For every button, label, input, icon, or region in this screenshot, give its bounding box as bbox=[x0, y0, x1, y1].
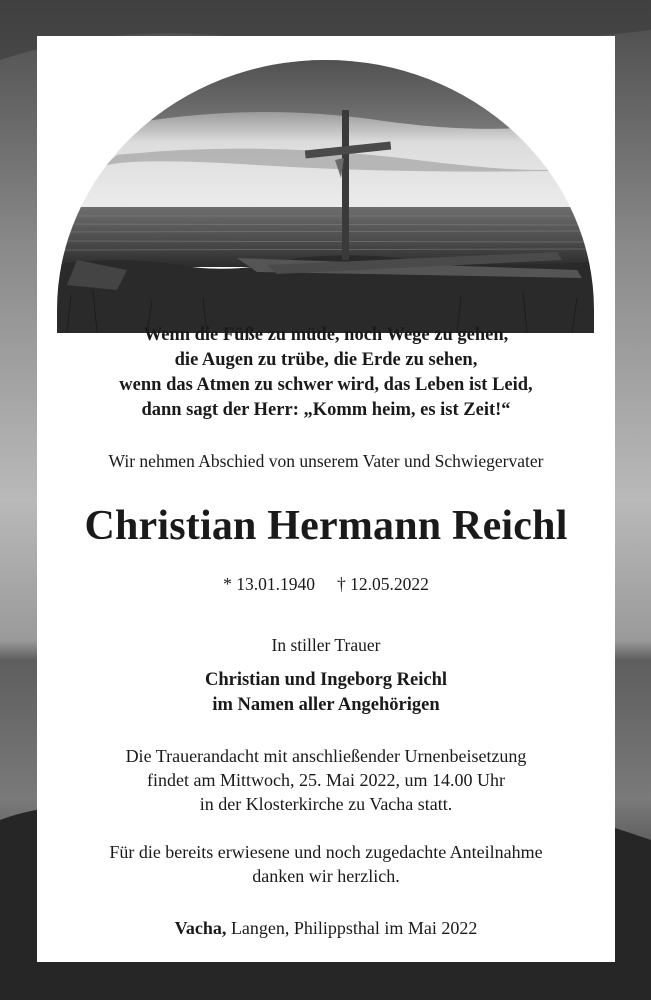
birth-date: * 13.01.1940 bbox=[223, 574, 315, 594]
header-photo bbox=[57, 60, 594, 333]
obituary-card bbox=[37, 36, 615, 962]
place-rest: Langen, Philippsthal im Mai 2022 bbox=[226, 918, 478, 938]
service-line: Die Trauerandacht mit anschließender Urnenbeisetzung bbox=[125, 746, 527, 766]
poem-line: Wenn die Füße zu müde, noch Wege zu gehen, bbox=[143, 325, 509, 345]
mourning-heading: In stiller Trauer bbox=[271, 635, 381, 655]
thanks-line: Für die bereits erwiesene und noch zugedachte Anteilnahme bbox=[109, 842, 543, 862]
service-line: in der Klosterkirche zu Vacha statt. bbox=[199, 794, 453, 814]
place-and-date bbox=[37, 916, 615, 940]
thanks-line: danken wir herzlich. bbox=[252, 866, 400, 886]
service-line: findet am Mittwoch, 25. Mai 2022, um 14.00 Uhr bbox=[147, 770, 505, 790]
family-line: im Namen aller Angehörigen bbox=[212, 695, 440, 715]
family-signature bbox=[37, 668, 615, 718]
poem bbox=[37, 323, 615, 423]
poem-line: dann sagt der Herr: „Komm heim, es ist Zeit!“ bbox=[141, 400, 511, 420]
family-line: Christian und Ingeborg Reichl bbox=[204, 670, 448, 690]
thanks-notice bbox=[37, 840, 615, 888]
place-town: Vacha, bbox=[174, 918, 227, 938]
service-notice bbox=[37, 744, 615, 816]
farewell-intro: Wir nehmen Abschied von unserem Vater und Schwiegervater bbox=[108, 451, 544, 471]
life-dates bbox=[37, 573, 615, 595]
death-date: † 12.05.2022 bbox=[337, 574, 429, 594]
poem-line: wenn das Atmen zu schwer wird, das Leben ist Leid, bbox=[119, 375, 533, 395]
poem-line: die Augen zu trübe, die Erde zu sehen, bbox=[174, 350, 478, 370]
cross-on-shore-image bbox=[57, 60, 594, 333]
deceased-name: Christian Hermann Reichl bbox=[84, 503, 568, 549]
